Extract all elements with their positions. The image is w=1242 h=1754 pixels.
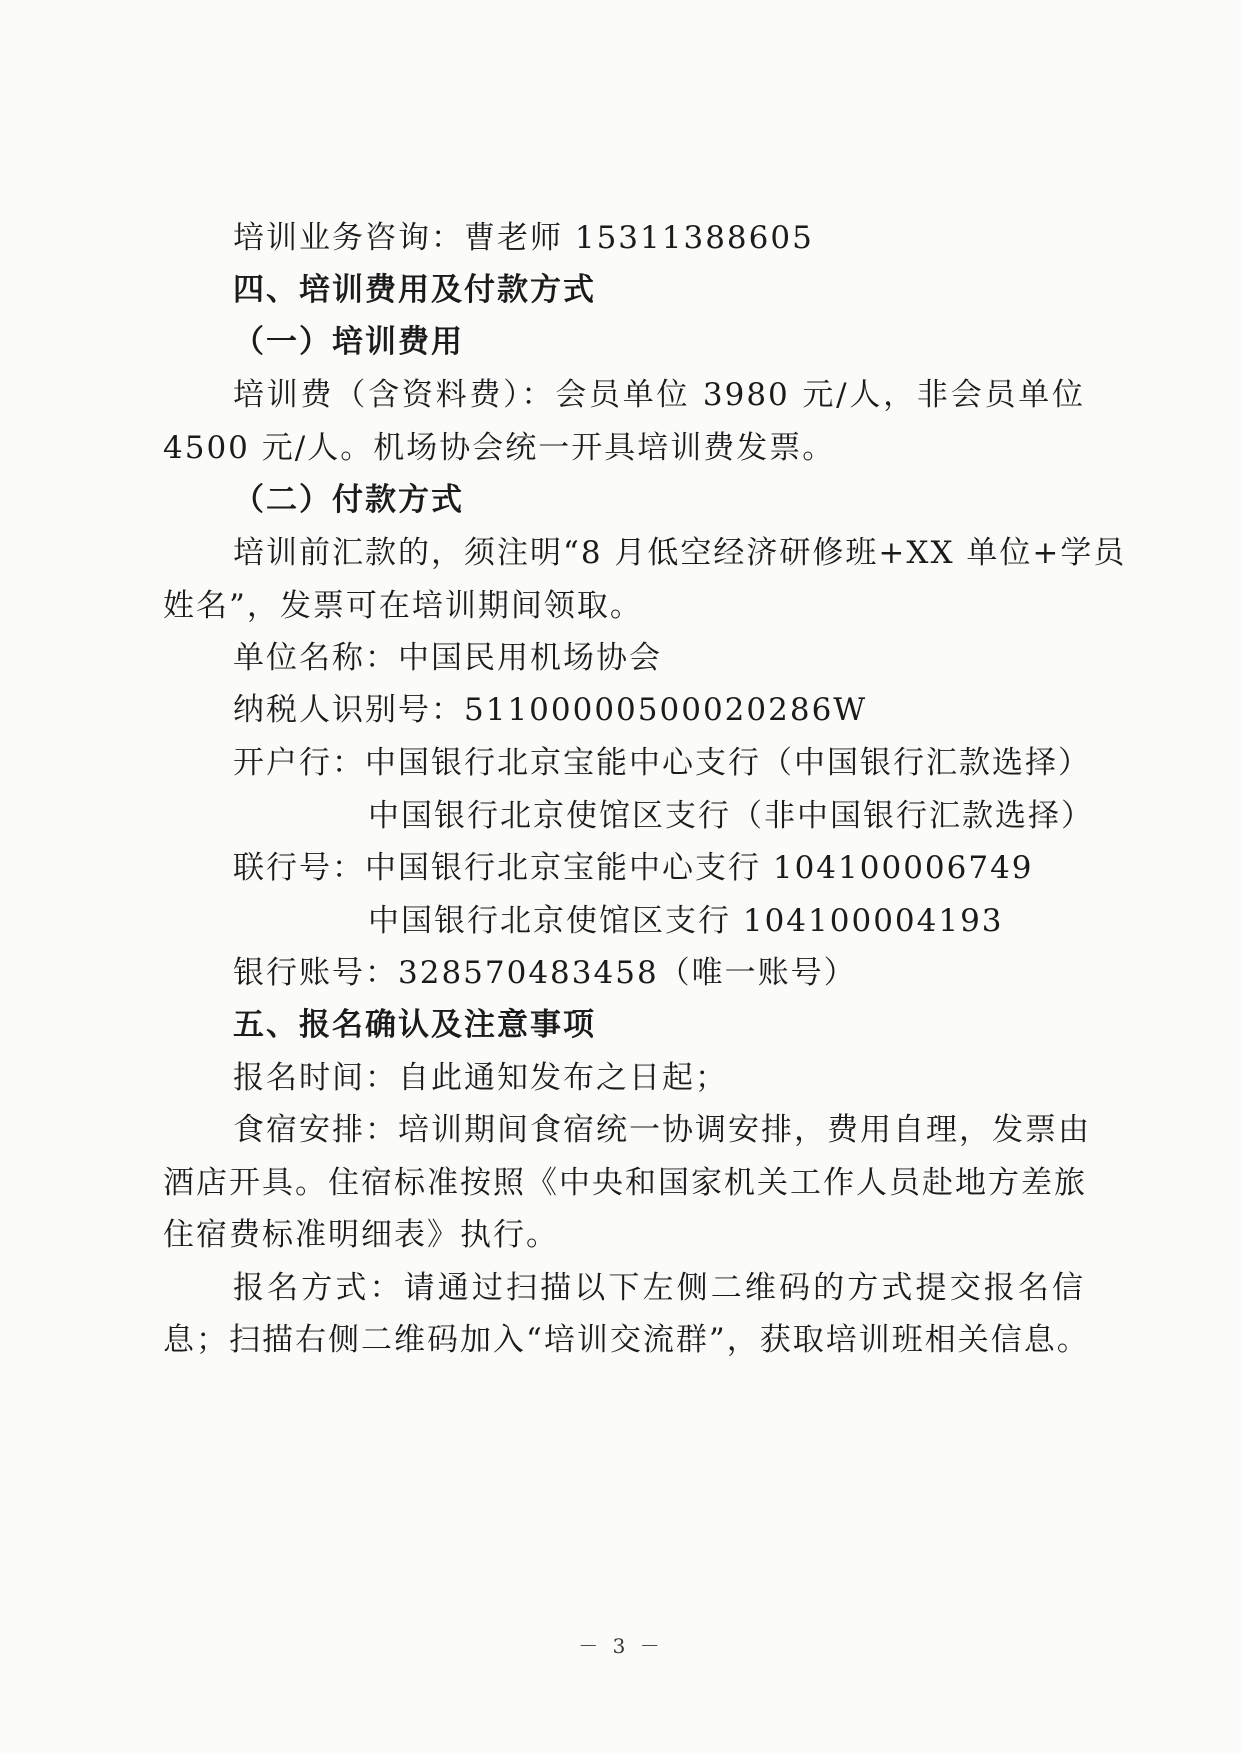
section-heading-5: 五、报名确认及注意事项 bbox=[233, 1007, 596, 1043]
lodging-line-1: 食宿安排：培训期间食宿统一协调安排，费用自理，发票由 bbox=[233, 1112, 1091, 1148]
consult-line: 培训业务咨询：曹老师 15311388605 bbox=[233, 220, 814, 256]
payment-line-2: 姓名”，发票可在培训期间领取。 bbox=[163, 588, 643, 624]
method-line-2: 息；扫描右侧二维码加入“培训交流群”，获取培训班相关信息。 bbox=[163, 1322, 1090, 1358]
unit-name-line: 单位名称：中国民用机场协会 bbox=[233, 640, 662, 676]
fee-line-1: 培训费（含资料费）：会员单位 3980 元/人，非会员单位 bbox=[233, 377, 1085, 413]
payment-line-1: 培训前汇款的，须注明“8 月低空经济研修班+XX 单位+学员 bbox=[233, 535, 1127, 571]
lianhang-line-1: 联行号：中国银行北京宝能中心支行 104100006749 bbox=[233, 850, 1034, 886]
method-line-1: 报名方式：请通过扫描以下左侧二维码的方式提交报名信 bbox=[233, 1270, 1085, 1306]
lianhang-line-2: 中国银行北京使馆区支行 104100004193 bbox=[368, 903, 1004, 939]
account-line: 银行账号：328570483458（唯一账号） bbox=[233, 955, 857, 991]
page-number: － 3 － bbox=[578, 1634, 664, 1658]
section-heading-4: 四、培训费用及付款方式 bbox=[233, 272, 596, 308]
fee-line-2: 4500 元/人。机场协会统一开具培训费发票。 bbox=[163, 430, 836, 466]
signup-time-line: 报名时间：自此通知发布之日起； bbox=[233, 1060, 728, 1096]
subsection-heading-4-1: （一）培训费用 bbox=[233, 324, 464, 360]
bank-line-2: 中国银行北京使馆区支行（非中国银行汇款选择） bbox=[368, 798, 1094, 834]
lodging-line-3: 住宿费标准明细表》执行。 bbox=[163, 1217, 559, 1253]
tax-id-line: 纳税人识别号：51100000500020286W bbox=[233, 692, 868, 728]
subsection-heading-4-2: （二）付款方式 bbox=[233, 482, 464, 518]
lodging-line-2: 酒店开具。住宿标准按照《中央和国家机关工作人员赴地方差旅 bbox=[163, 1165, 1087, 1201]
bank-line-1: 开户行：中国银行北京宝能中心支行（中国银行汇款选择） bbox=[233, 745, 1091, 781]
